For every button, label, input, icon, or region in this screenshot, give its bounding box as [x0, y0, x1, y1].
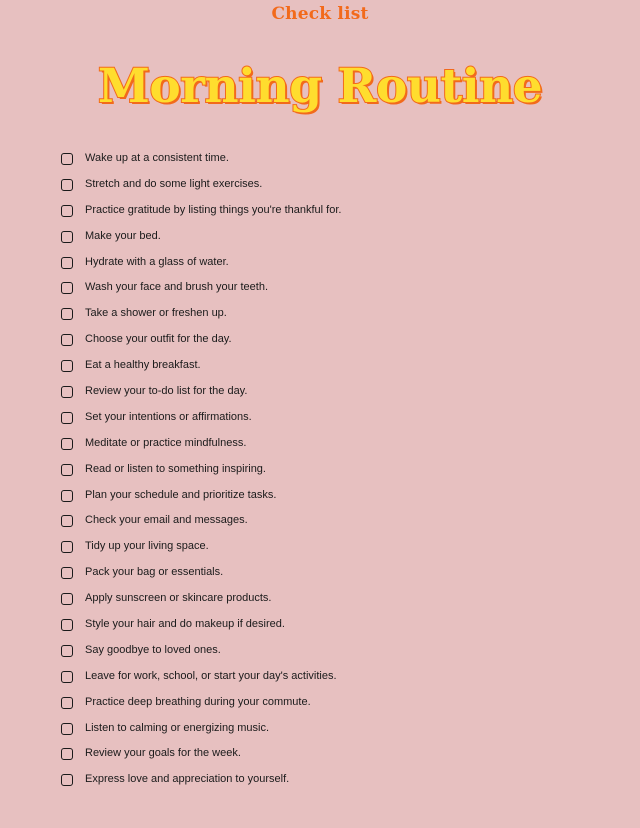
checkbox[interactable]	[61, 179, 73, 191]
page-subtitle: Check list	[271, 4, 369, 24]
checklist-item-label: Apply sunscreen or skincare products.	[85, 592, 272, 605]
checklist-item[interactable]	[61, 611, 620, 637]
checklist-item[interactable]	[61, 404, 620, 430]
checklist-item[interactable]	[61, 637, 620, 663]
checklist-item[interactable]	[61, 533, 620, 559]
checklist-item-label: Wash your face and brush your teeth.	[85, 281, 269, 294]
checkbox[interactable]	[61, 386, 73, 398]
checkbox[interactable]	[61, 153, 73, 165]
page-title: Morning Routine	[97, 59, 543, 114]
checklist-item-label: Eat a healthy breakfast.	[85, 359, 201, 372]
checklist-item[interactable]	[61, 430, 620, 456]
checkbox[interactable]	[61, 774, 73, 786]
checkbox[interactable]	[61, 334, 73, 346]
checklist-item-label: Express love and appreciation to yourself.	[85, 773, 290, 786]
checklist-item[interactable]	[61, 740, 620, 766]
checklist-item-label: Make your bed.	[85, 229, 161, 242]
checklist-item[interactable]	[61, 766, 620, 792]
checklist-item[interactable]	[61, 456, 620, 482]
checklist-item-label: Review your goals for the week.	[85, 747, 241, 760]
checklist-item-label: Plan your schedule and prioritize tasks.	[85, 488, 277, 501]
checklist-item[interactable]	[61, 585, 620, 611]
checkbox[interactable]	[61, 671, 73, 683]
checkbox[interactable]	[61, 438, 73, 450]
checklist-item-label: Practice gratitude by listing things you're thankful for.	[85, 203, 342, 216]
checklist-item-label: Choose your outfit for the day.	[85, 333, 232, 346]
checkbox[interactable]	[61, 645, 73, 657]
checklist-item-label: Hydrate with a glass of water.	[85, 255, 229, 268]
checkbox[interactable]	[61, 360, 73, 372]
checklist-item[interactable]	[61, 274, 620, 300]
checklist-item[interactable]	[61, 559, 620, 585]
checklist-item[interactable]	[61, 663, 620, 689]
checkbox[interactable]	[61, 593, 73, 605]
checklist-item[interactable]	[61, 223, 620, 249]
checkbox[interactable]	[61, 619, 73, 631]
checklist-item[interactable]	[61, 715, 620, 741]
checklist-item[interactable]	[61, 378, 620, 404]
checklist	[61, 145, 620, 792]
checkbox[interactable]	[61, 748, 73, 760]
checklist-item-label: Take a shower or freshen up.	[85, 307, 227, 320]
checklist-item-label: Say goodbye to loved ones.	[85, 643, 221, 656]
checkbox[interactable]	[61, 723, 73, 735]
checklist-item-label: Leave for work, school, or start your day's activities.	[85, 669, 337, 682]
checkbox[interactable]	[61, 257, 73, 269]
checkbox[interactable]	[61, 541, 73, 553]
checkbox[interactable]	[61, 464, 73, 476]
checkbox[interactable]	[61, 515, 73, 527]
checkbox[interactable]	[61, 282, 73, 294]
checklist-item[interactable]	[61, 300, 620, 326]
checkbox[interactable]	[61, 567, 73, 579]
checklist-item-label: Check your email and messages.	[85, 514, 248, 527]
checkbox[interactable]	[61, 231, 73, 243]
checkbox[interactable]	[61, 490, 73, 502]
checklist-item-label: Stretch and do some light exercises.	[85, 177, 263, 190]
checklist-item-label: Wake up at a consistent time.	[85, 151, 229, 164]
checklist-item[interactable]	[61, 507, 620, 533]
checklist-item-label: Listen to calming or energizing music.	[85, 721, 270, 734]
checklist-item-label: Read or listen to something inspiring.	[85, 462, 266, 475]
checklist-item-label: Meditate or practice mindfulness.	[85, 436, 247, 449]
checklist-item-label: Set your intentions or affirmations.	[85, 410, 252, 423]
checklist-item[interactable]	[61, 352, 620, 378]
checkbox[interactable]	[61, 697, 73, 709]
checklist-item[interactable]	[61, 249, 620, 275]
checklist-item[interactable]	[61, 171, 620, 197]
checkbox[interactable]	[61, 205, 73, 217]
checklist-item-label: Style your hair and do makeup if desired.	[85, 617, 285, 630]
checklist-item[interactable]	[61, 145, 620, 171]
checklist-item[interactable]	[61, 689, 620, 715]
checkbox[interactable]	[61, 412, 73, 424]
checklist-item[interactable]	[61, 482, 620, 508]
checklist-item[interactable]	[61, 197, 620, 223]
checklist-item[interactable]	[61, 326, 620, 352]
checklist-item-label: Pack your bag or essentials.	[85, 566, 224, 579]
checkbox[interactable]	[61, 308, 73, 320]
checklist-item-label: Tidy up your living space.	[85, 540, 209, 553]
checklist-item-label: Practice deep breathing during your commute.	[85, 695, 311, 708]
checklist-item-label: Review your to-do list for the day.	[85, 384, 248, 397]
